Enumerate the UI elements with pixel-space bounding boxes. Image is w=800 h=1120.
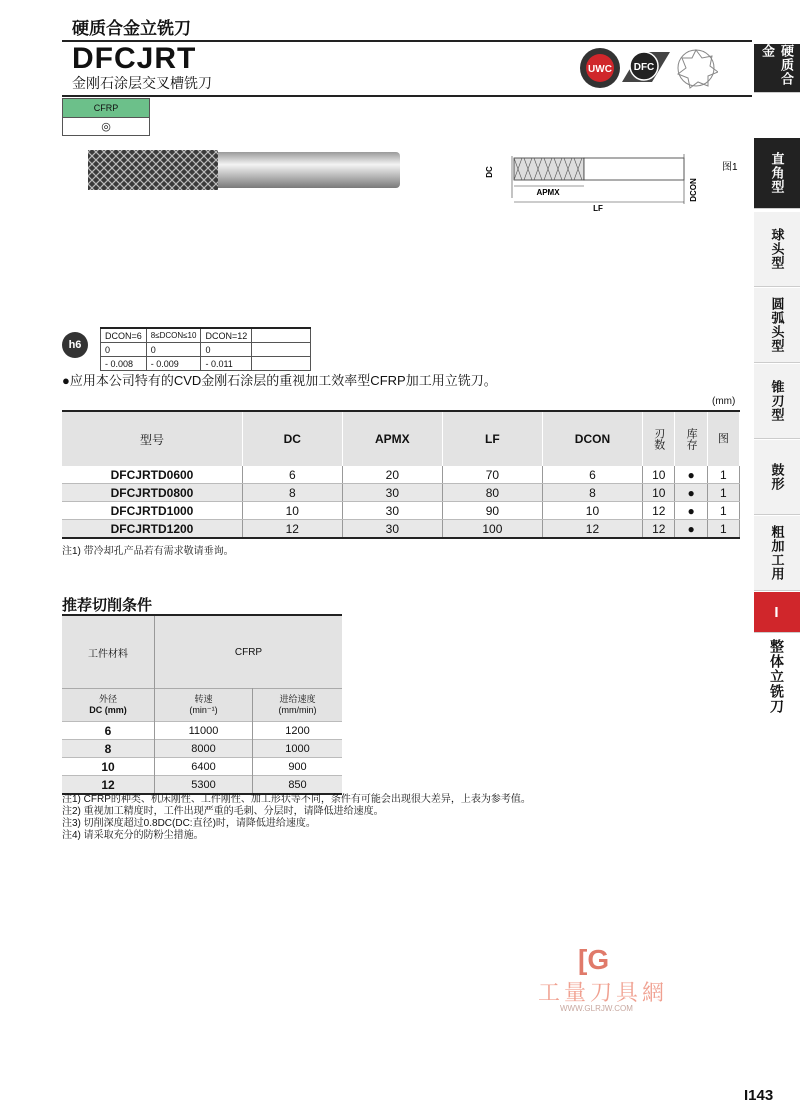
sidebar-tab-roughing[interactable] bbox=[754, 516, 800, 591]
cut-col-speed bbox=[155, 689, 253, 722]
cut-material: CFRP bbox=[155, 615, 343, 689]
spec-header: DC bbox=[242, 411, 342, 466]
dim-dc-label: DC bbox=[485, 166, 494, 178]
feature-description: ●应用本公司特有的CVD金刚石涂层的重视加工效率型CFRP加工用立铣刀。 bbox=[62, 373, 497, 388]
dim-apmx-label: APMX bbox=[536, 188, 560, 197]
sidebar-tab-ball[interactable] bbox=[754, 212, 800, 287]
sidebar-tab-label: 硬质合金 bbox=[760, 44, 794, 86]
page-number: I143 bbox=[744, 1087, 774, 1104]
spec-header: 型号 bbox=[62, 411, 242, 466]
watermark-logo-icon: [G bbox=[578, 944, 610, 975]
dfc-badge-label: DFC bbox=[633, 62, 655, 73]
cell-dcon: 12 bbox=[542, 520, 642, 539]
note-line: 注3) 切削深度超过0.8DC(DC:直径)时，请降低进给速度。 bbox=[62, 818, 316, 829]
cut-feed: 1000 bbox=[253, 740, 343, 758]
tol-lower: - 0.011 bbox=[201, 357, 252, 371]
sidebar-tab-carbide[interactable] bbox=[754, 44, 800, 93]
tol-upper: 0 bbox=[146, 343, 201, 357]
cell-apmx: 30 bbox=[342, 520, 442, 539]
tol-upper: 0 bbox=[201, 343, 252, 357]
work-material-box bbox=[62, 98, 150, 136]
cell-flutes: 10 bbox=[643, 484, 675, 502]
cut-speed: 6400 bbox=[155, 758, 253, 776]
watermark-text: 工量刀具網 bbox=[538, 980, 669, 1005]
figure-label: 图1 bbox=[722, 162, 738, 173]
cell-figure: 1 bbox=[707, 484, 739, 502]
cutting-table bbox=[62, 614, 342, 795]
cell-apmx: 30 bbox=[342, 484, 442, 502]
cell-model: DFCJRTD0800 bbox=[62, 484, 242, 502]
cross-section-icon bbox=[678, 50, 718, 88]
cell-figure: 1 bbox=[707, 466, 739, 484]
cut-feed: 850 bbox=[253, 776, 343, 795]
cell-dc: 6 bbox=[242, 466, 342, 484]
unit-label: (mm) bbox=[712, 396, 736, 407]
spec-header: APMX bbox=[342, 411, 442, 466]
cut-speed: 8000 bbox=[155, 740, 253, 758]
spec-table bbox=[62, 410, 740, 539]
cut-dc: 12 bbox=[62, 776, 155, 795]
table-row bbox=[62, 740, 342, 758]
cut-material-label: 工件材料 bbox=[62, 615, 155, 689]
table-row bbox=[62, 502, 740, 520]
cut-feed: 900 bbox=[253, 758, 343, 776]
uwc-badge-label: UWC bbox=[588, 64, 612, 75]
cut-col-feed-unit: (mm/min) bbox=[278, 705, 317, 715]
tolerance-badge: h6 bbox=[62, 332, 88, 358]
cell-apmx: 20 bbox=[342, 466, 442, 484]
cell-lf: 80 bbox=[443, 484, 543, 502]
header-rule-bottom bbox=[62, 95, 752, 97]
cut-speed: 5300 bbox=[155, 776, 253, 795]
tool-drawing bbox=[478, 150, 748, 220]
cell-dc: 10 bbox=[242, 502, 342, 520]
sidebar-tab-label: 鼓形 bbox=[769, 463, 785, 491]
table-row bbox=[62, 484, 740, 502]
cell-flutes: 10 bbox=[643, 466, 675, 484]
sidebar-tab-square[interactable] bbox=[754, 138, 800, 209]
cell-stock: ● bbox=[675, 520, 707, 539]
cutting-notes bbox=[62, 794, 531, 842]
table-row bbox=[62, 520, 740, 539]
dfc-badge bbox=[622, 52, 670, 82]
sidebar-tab-barrel[interactable] bbox=[754, 440, 800, 515]
cell-dcon: 6 bbox=[542, 466, 642, 484]
cut-dc: 8 bbox=[62, 740, 155, 758]
tol-header: 8≤DCON≤10 bbox=[146, 328, 201, 343]
sidebar-tab-label: 锥刃型 bbox=[769, 380, 785, 422]
cut-col-dc-unit: DC (mm) bbox=[89, 705, 127, 715]
material-header: CFRP bbox=[63, 99, 149, 118]
tool-photo bbox=[84, 148, 404, 192]
cell-flutes: 12 bbox=[643, 520, 675, 539]
note-line: 注2) 重视加工精度时，工件出现严重的毛刺、分层时，请降低进给速度。 bbox=[62, 806, 384, 817]
sidebar-tab-label: 粗加工用 bbox=[769, 525, 785, 581]
cut-dc: 10 bbox=[62, 758, 155, 776]
sidebar-tab-section-i[interactable] bbox=[754, 592, 800, 633]
cell-model: DFCJRTD1200 bbox=[62, 520, 242, 539]
cell-stock: ● bbox=[675, 502, 707, 520]
dim-lf-label: LF bbox=[593, 204, 603, 213]
cell-flutes: 12 bbox=[643, 502, 675, 520]
cell-model: DFCJRTD0600 bbox=[62, 466, 242, 484]
material-rating: ◎ bbox=[101, 121, 111, 133]
tol-upper: 0 bbox=[101, 343, 147, 357]
cell-figure: 1 bbox=[707, 502, 739, 520]
spec-header: LF bbox=[443, 411, 543, 466]
sidebar-tab-label: 直角型 bbox=[769, 152, 785, 194]
cell-lf: 90 bbox=[443, 502, 543, 520]
cut-dc: 6 bbox=[62, 722, 155, 740]
spec-note: 注1) 带冷却孔产品若有需求敬请垂询。 bbox=[62, 546, 234, 557]
table-row bbox=[62, 722, 342, 740]
cut-feed: 1200 bbox=[253, 722, 343, 740]
cut-col-feed-label: 进给速度 bbox=[279, 694, 316, 704]
sidebar-solid-endmill bbox=[754, 636, 800, 716]
dim-dcon-label: DCON bbox=[689, 178, 698, 202]
cut-col-feed bbox=[253, 689, 343, 722]
sidebar-tab-taper[interactable] bbox=[754, 364, 800, 439]
table-row bbox=[62, 776, 342, 795]
table-row bbox=[62, 758, 342, 776]
spec-header: 库存 bbox=[675, 411, 707, 466]
note-line: 注1) CFRP的种类、机床刚性、工件刚性、加工形状等不同，条件有可能会出现很大差异，上表为参考值。 bbox=[62, 794, 531, 805]
cut-speed: 11000 bbox=[155, 722, 253, 740]
coating-badges bbox=[578, 44, 718, 92]
cell-dcon: 10 bbox=[542, 502, 642, 520]
uwc-badge bbox=[580, 48, 620, 88]
cell-apmx: 30 bbox=[342, 502, 442, 520]
cutting-title: 推荐切削条件 bbox=[62, 597, 153, 614]
cell-lf: 70 bbox=[443, 466, 543, 484]
cut-col-dc-label: 外径 bbox=[98, 694, 117, 704]
cell-figure: 1 bbox=[707, 520, 739, 539]
sidebar-tab-label: I bbox=[774, 603, 780, 621]
cell-dc: 8 bbox=[242, 484, 342, 502]
tolerance-table bbox=[100, 327, 311, 371]
sidebar-tab-radius[interactable] bbox=[754, 288, 800, 363]
product-subtitle: 金刚石涂层交叉槽铣刀 bbox=[72, 75, 212, 91]
spec-header: 刃数 bbox=[643, 411, 675, 466]
category-title: 硬质合金立铣刀 bbox=[72, 19, 191, 38]
tol-header: DCON=12 bbox=[201, 328, 252, 343]
cell-stock: ● bbox=[675, 466, 707, 484]
product-model: DFCJRT bbox=[72, 42, 197, 75]
cell-lf: 100 bbox=[443, 520, 543, 539]
tol-lower: - 0.009 bbox=[146, 357, 201, 371]
sidebar-tab-label: 球头型 bbox=[769, 228, 785, 270]
cell-stock: ● bbox=[675, 484, 707, 502]
cut-col-dc bbox=[62, 689, 155, 722]
note-line: 注4) 请采取充分的防粉尘措施。 bbox=[62, 830, 204, 841]
cell-dcon: 8 bbox=[542, 484, 642, 502]
table-row bbox=[62, 466, 740, 484]
spec-header: 图 bbox=[707, 411, 739, 466]
cell-model: DFCJRTD1000 bbox=[62, 502, 242, 520]
sidebar-tab-label: 整体立铣刀 bbox=[769, 638, 785, 714]
cut-col-speed-unit: (min⁻¹) bbox=[189, 705, 218, 715]
cell-dc: 12 bbox=[242, 520, 342, 539]
watermark-url: WWW.GLRJW.COM bbox=[560, 1004, 633, 1013]
sidebar-tab-label: 圆弧头型 bbox=[769, 297, 785, 353]
spec-header: DCON bbox=[542, 411, 642, 466]
tol-header: DCON=6 bbox=[101, 328, 147, 343]
tol-lower: - 0.008 bbox=[101, 357, 147, 371]
cut-col-speed-label: 转速 bbox=[194, 694, 213, 704]
